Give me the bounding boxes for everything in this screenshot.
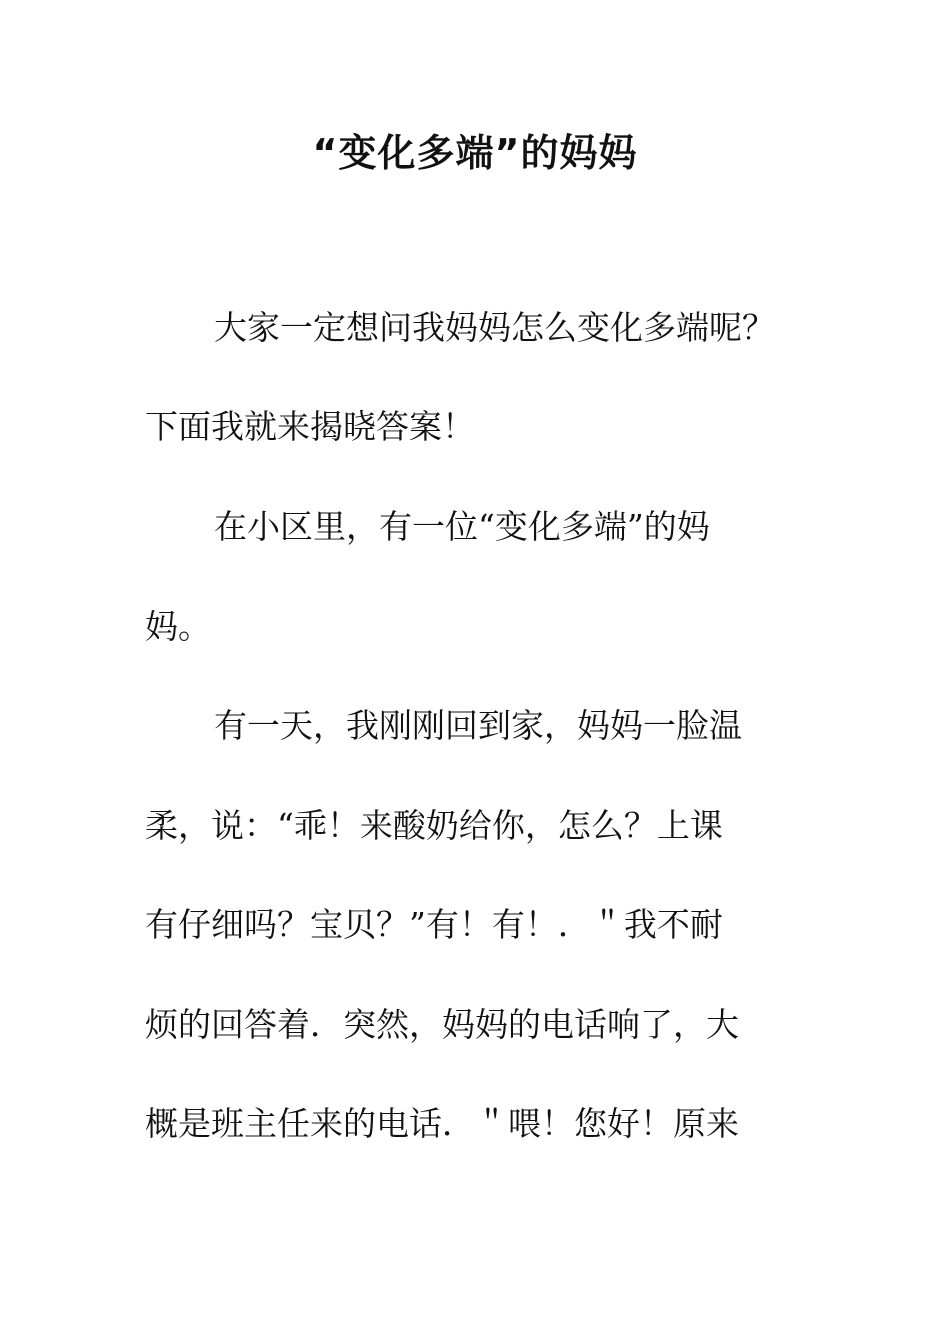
text-line: 有一天，我刚刚回到家，妈妈一脸温 [214, 706, 742, 745]
text-line: 概是班主任来的电话．＂喂！您好！原来 [145, 1104, 739, 1143]
text-line: 柔，说：“乖！来酸奶给你，怎么？上课 [145, 806, 723, 845]
text-line: 烦的回答着．突然，妈妈的电话响了，大 [145, 1005, 739, 1044]
text-line: 在小区里，有一位“变化多端”的妈 [214, 507, 710, 546]
document-title: “变化多端”的妈妈 [312, 131, 638, 175]
text-line: 下面我就来揭晓答案！ [145, 407, 475, 446]
text-line: 大家一定想问我妈妈怎么变化多端呢？ [214, 308, 775, 347]
text-line: 妈。 [145, 607, 211, 646]
text-line: 有仔细吗？宝贝？”有！有！．＂我不耐 [145, 905, 723, 944]
